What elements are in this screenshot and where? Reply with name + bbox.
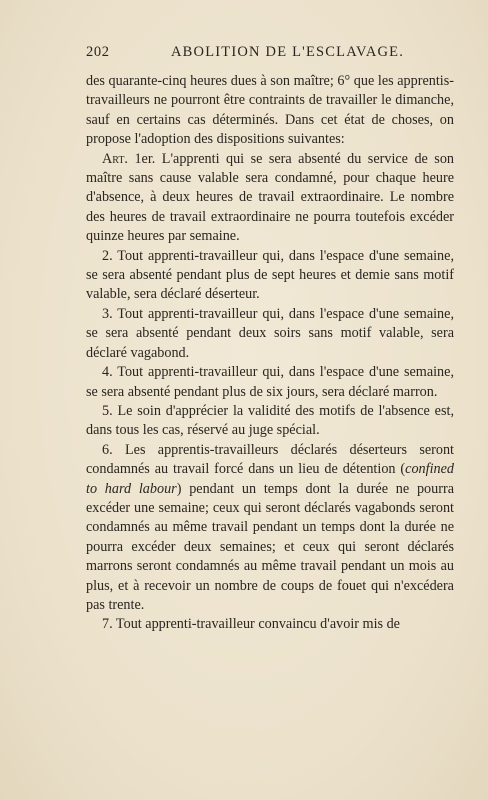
article-6 [86,441,454,616]
body-text [86,72,454,635]
article-6-text-a: 6. Les apprentis-travailleurs déclarés déserteurs seront condamnés au travail forcé dans un lieu de détention ( [86,441,454,478]
running-title: ABOLITION DE L'ESCLAVAGE. [171,44,405,60]
article-number: 1er. [134,150,156,167]
article-6-text-b: ) pendant un temps dont la durée ne pourra excéder une semaine; ceux qui seront déclarés vagabonds seront condamnés au même travail pendant un temps dont la durée ne pourra excéder deux semaines; et ceux qui seront déclarés marrons seront condamnés au même travail pendant un mois au plus, et à recevoir un nombre de coups de fouet qui n'excédera pas trente. [86,480,454,613]
paragraph-continuation: des quarante-cinq heures dues à son maître; 6° que les apprentis-travailleurs ne pourront être contraints de travailler le dimanche, sauf en certains cas déterminés. Dans cet état de choses, on propose l'adoption des dispositions suivantes: [86,73,454,148]
article-1 [86,150,454,247]
article-7: 7. Tout apprenti-travailleur convaincu d'avoir mis de [102,616,400,633]
article-label: Art. [102,150,128,167]
page-number: 202 [86,44,110,60]
article-3: 3. Tout apprenti-travailleur qui, dans l'espace d'une semaine, se sera absenté pendant deux soirs sans motif valable, sera déclaré vagabond. [86,305,454,361]
article-4: 4. Tout apprenti-travailleur qui, dans l'espace d'une semaine, se sera absenté pendant plus de six jours, sera déclaré marron. [86,364,454,400]
article-1-text: L'apprenti qui se sera absenté du service de son maître sans cause valable sera condamné, pour chaque heure d'absence, à deux heures de travail extraordinaire. Le nombre des heures de travail extraordinaire ne pourra toutefois excéder quinze heures par semaine. [86,150,455,245]
article-2: 2. Tout apprenti-travailleur qui, dans l'espace d'une semaine, se sera absenté pendant plus de sept heures et demie sans motif valable, sera déclaré déserteur. [86,247,454,303]
article-6-english-term: confined to hard labour [86,461,454,497]
article-5: 5. Le soin d'apprécier la validité des motifs de l'absence est, dans tous les cas, réservé au juge spécial. [86,402,454,439]
page-header [86,44,456,64]
